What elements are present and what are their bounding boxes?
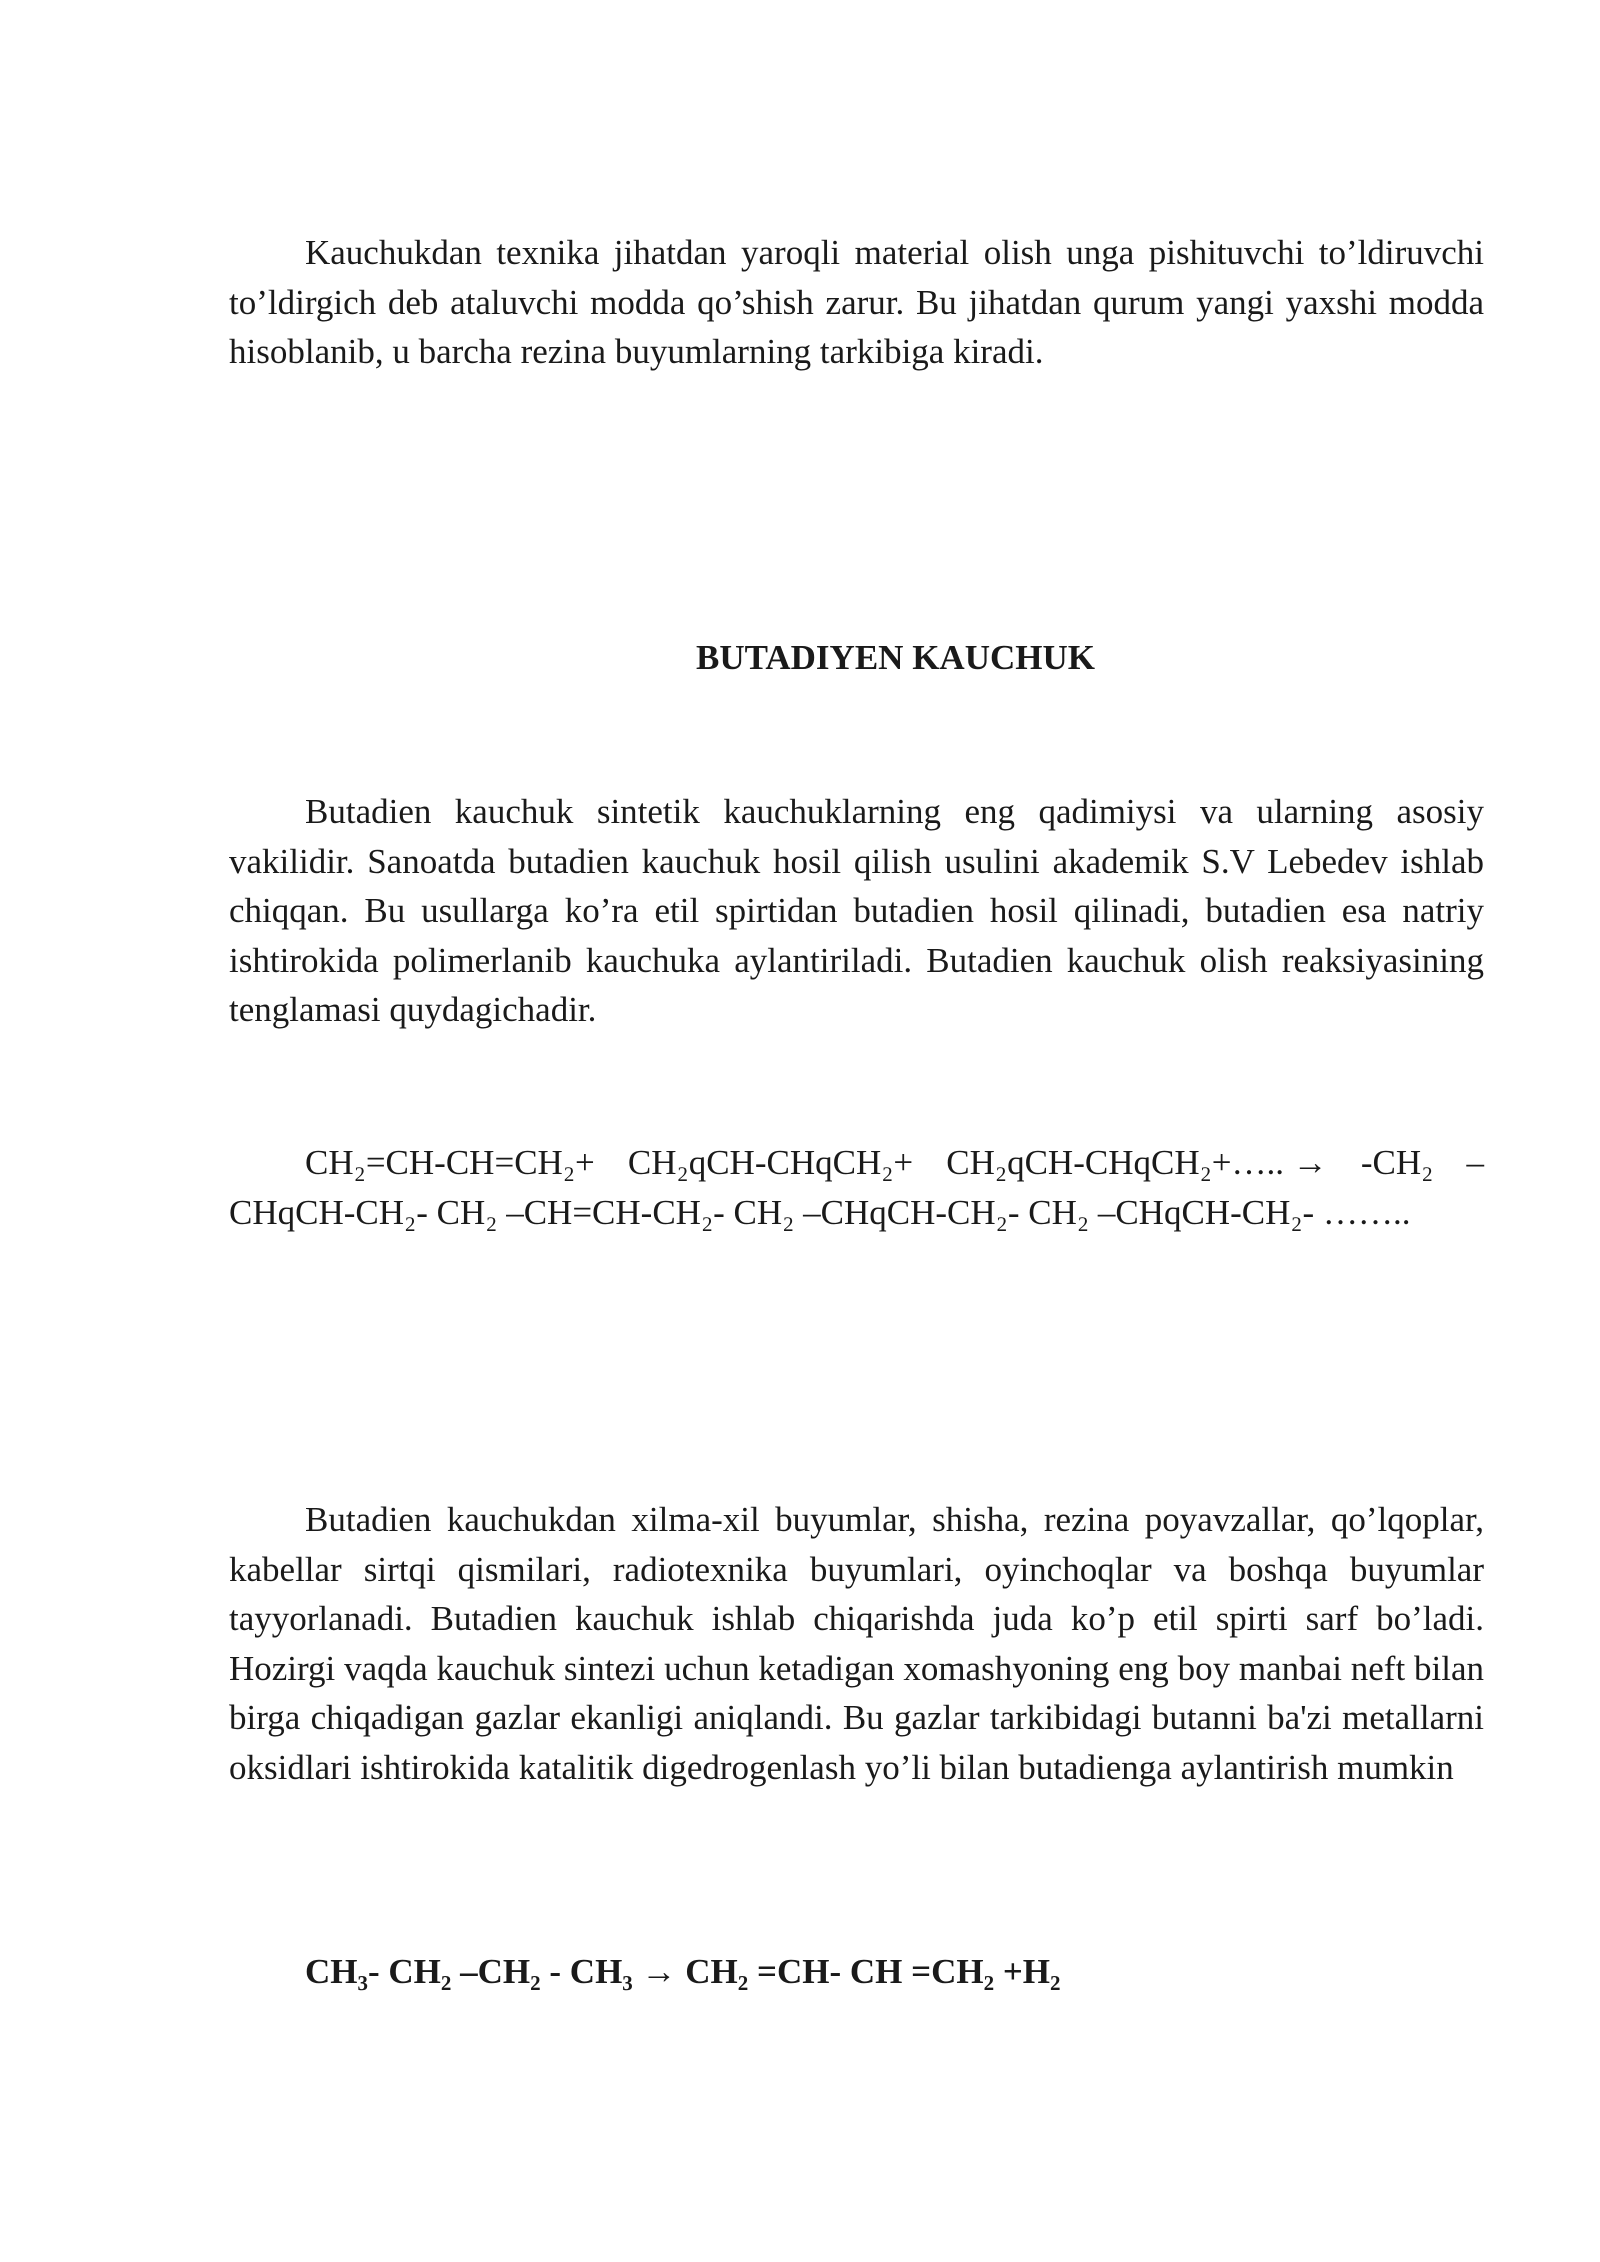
- equation-line-2: [229, 1188, 1484, 1238]
- paragraph-applications: [229, 1495, 1484, 1792]
- paragraph-applications-text: Butadien kauchukdan xilma-xil buyumlar, shisha, rezina poyavzallar, qo’lqoplar, kabellar sirtqi qismilari, radiotexnika buyumlari, oyinchoqlar va boshqa buyumlar tayyorlanadi. Butadien kauchuk ishlab chiqarishda juda ko’p etil spirti sarf bo’ladi. Hozirgi vaqda kauchuk sintezi uchun ketadigan xomashyoning eng boy manbai neft bilan birga chiqadigan gazlar ekanligi aniqlandi. Bu gazlar tarkibidagi butanni ba'zi metallarni oksidlari ishtirokida katalitik digedrogenlash yo’li bilan butadienga aylantirish mumkin: [229, 1500, 1484, 1787]
- equation-term-4: -CH₂: [1360, 1143, 1434, 1182]
- dehydrogenation-equation: CH₃- CH₂ –CH₂ - CH₃ → CH₂ =CH- CH =CH₂ +H₂: [305, 1952, 1061, 1991]
- polymerization-equation: [229, 1138, 1484, 1238]
- paragraph-intro: [229, 228, 1484, 377]
- equation-term-3: CH₂qCH-CHqCH₂+….. →: [946, 1143, 1328, 1182]
- paragraph-butadiene-text: Butadien kauchuk sintetik kauchuklarning eng qadimiysi va ularning asosiy vakilidir. Sanoatda butadien kauchuk hosil qilish usulini akademik S.V Lebedev ishlab chiqqan. Bu usullarga ko’ra etil spirtidan butadien hosil qilinadi, butadien esa natriy ishtirokida polimerlanib kauchuka aylantiriladi. Butadien kauchuk olish reaksiyasining tenglamasi quydagichadir.: [229, 792, 1484, 1029]
- paragraph-butadiene: [229, 787, 1484, 1035]
- section-heading: BUTADIYEN KAUCHUK: [696, 638, 1095, 677]
- equation-line-2-text: CHqCH-CH₂- CH₂ –CH=CH-CH₂- CH₂ –CHqCH-CH₂- CH₂ –CHqCH-CH₂- ……..: [229, 1193, 1411, 1232]
- equation-line-1: [229, 1138, 1484, 1188]
- equation-term-2: CH₂qCH-CHqCH₂+: [627, 1143, 914, 1182]
- equation-term-1: CH₂=CH-CH=CH₂+: [305, 1143, 595, 1182]
- paragraph-intro-text: Kauchukdan texnika jihatdan yaroqli material olish unga pishituvchi to’ldiruvchi to’ldirgich deb ataluvchi modda qo’shish zarur. Bu jihatdan qurum yangi yaxshi modda hisoblanib, u barcha rezina buyumlarning tarkibiga kiradi.: [229, 233, 1484, 371]
- equation-term-5: –: [1466, 1143, 1484, 1182]
